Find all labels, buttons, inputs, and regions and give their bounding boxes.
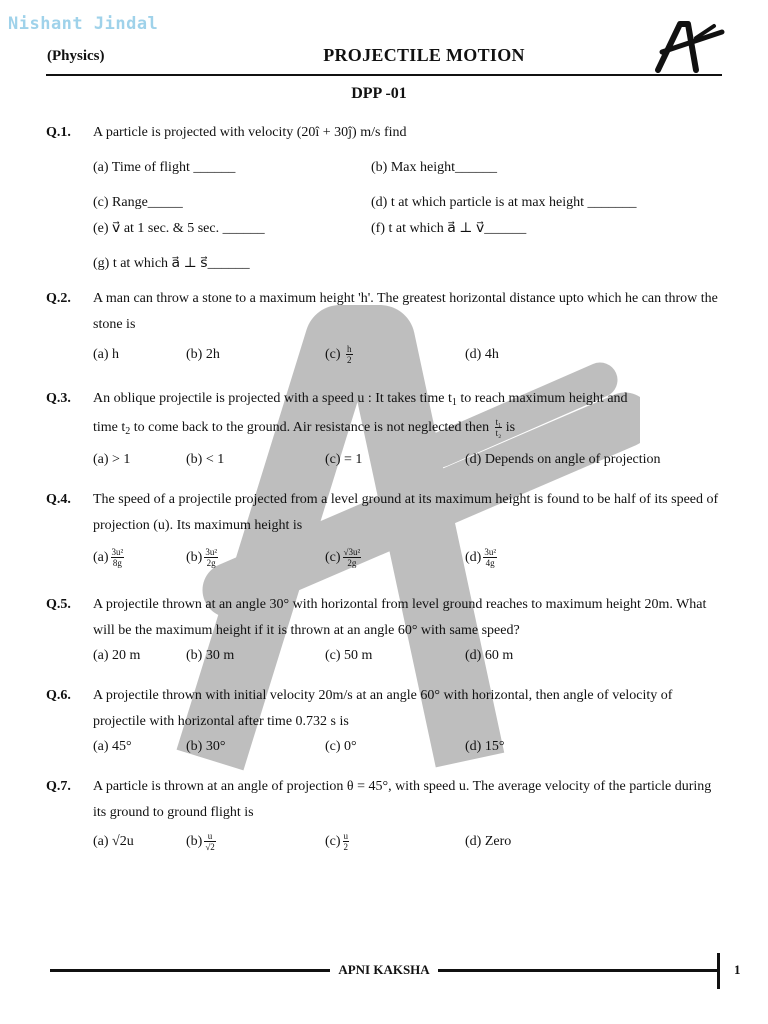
q7-option-c-fraction (343, 831, 350, 852)
q6-option-c: (c) 0° (325, 739, 357, 754)
question-7-text: A particle is thrown at an angle of projection θ = 45°, with speed u. The average velocity of the particle during its ground to ground flight is (93, 779, 712, 820)
q3-line2-part-a: time t (93, 420, 126, 435)
q3-option-b: (b) < 1 (186, 452, 225, 467)
q4-option-a-fraction (111, 547, 125, 568)
q1-option-a: (a) Time of flight ______ (93, 160, 236, 175)
q4-option-b (186, 545, 218, 571)
fraction-denominator: 2g (206, 558, 216, 569)
fraction-denominator: 2g (347, 558, 357, 569)
q3-line1-part-b: to reach maximum height and (456, 391, 628, 406)
q2-option-c-prefix: (c) (325, 347, 341, 362)
q7-option-c (325, 829, 349, 855)
author-watermark: Nishant Jindal (8, 14, 159, 34)
question-3-line-2 (93, 415, 723, 445)
q6-option-a: (a) 45° (93, 739, 132, 754)
q4-option-b-fraction (204, 547, 218, 568)
question-6-text: A projectile thrown with initial velocity 20m/s at an angle 60° with horizontal, then angle of velocity of projectile with horizontal after time 0.732 s is (93, 688, 673, 729)
q3-line1-subscript: 1 (451, 397, 457, 408)
q1-option-g: (g) t at which a⃗ ⊥ s⃗______ (93, 256, 250, 271)
q2-option-a: (a) h (93, 347, 120, 362)
subject-label: (Physics) (47, 48, 105, 64)
q3-option-c: (c) = 1 (325, 452, 363, 467)
footer-divider-right (438, 969, 718, 972)
fraction-denominator: 4g (485, 558, 495, 569)
q6-option-d: (d) 15° (465, 739, 505, 754)
fraction-numerator: u (343, 831, 349, 842)
fraction-denominator: 8g (112, 558, 122, 569)
question-5-number: Q.5. (46, 597, 71, 612)
fraction-numerator: t₁ (495, 417, 502, 428)
fraction-denominator: 2 (343, 842, 349, 853)
fraction-numerator: h (347, 344, 352, 355)
question-7-number: Q.7. (46, 779, 71, 794)
question-4-number: Q.4. (46, 492, 71, 507)
page-number: 1 (734, 962, 741, 977)
fraction-denominator: √2 (205, 842, 215, 853)
q4-option-b-prefix: (b) (186, 550, 203, 565)
q4-option-d-fraction (483, 547, 497, 568)
question-6-number: Q.6. (46, 688, 71, 703)
q3-line2-part-b: to come back to the ground. Air resistance is not neglected then (130, 420, 493, 435)
question-5-text: A projectile thrown at an angle 30° with horizontal from level ground reaches to maximum height 20m. What will be the maximum height if it is thrown at an angle 60° with same speed? (93, 597, 707, 638)
header-divider (46, 74, 722, 76)
q4-option-d (465, 545, 497, 571)
fraction-numerator: 3u² (205, 547, 218, 558)
q2-option-c-fraction (346, 344, 353, 365)
q7-option-b (186, 829, 216, 855)
q3-line2-subscript: 2 (125, 426, 131, 437)
question-3-line-1 (93, 386, 723, 416)
fraction-numerator: u (204, 831, 215, 842)
question-3-number: Q.3. (46, 391, 71, 406)
q7-option-c-prefix: (c) (325, 834, 341, 849)
footer-brand: APNI KAKSHA (330, 962, 438, 978)
question-1-number: Q.1. (46, 125, 71, 140)
q5-option-d: (d) 60 m (465, 648, 514, 663)
q4-option-d-prefix: (d) (465, 550, 482, 565)
fraction-numerator: 3u² (484, 547, 497, 558)
q4-option-c-prefix: (c) (325, 550, 341, 565)
q3-option-a: (a) > 1 (93, 452, 131, 467)
q1-option-c: (c) Range_____ (93, 195, 183, 210)
q4-option-c-fraction (343, 547, 362, 568)
question-2-number: Q.2. (46, 291, 71, 306)
q1-option-b: (b) Max height______ (371, 160, 497, 175)
q1-option-f: (f) t at which a⃗ ⊥ v⃗______ (371, 221, 527, 236)
q4-option-a (93, 545, 124, 571)
q4-option-c (325, 545, 361, 571)
q3-option-d: (d) Depends on angle of projection (465, 452, 661, 467)
q1-option-d: (d) t at which particle is at max height _______ (371, 195, 637, 210)
q2-option-c (325, 342, 353, 368)
apni-kaksha-logo-icon (652, 18, 726, 76)
q4-option-a-prefix: (a) (93, 550, 109, 565)
fraction-denominator: t₂ (495, 428, 502, 439)
question-1-text: A particle is projected with velocity (20î + 30ĵ) m/s find (93, 125, 407, 140)
q2-option-d: (d) 4h (465, 347, 499, 362)
q7-option-b-prefix: (b) (186, 834, 203, 849)
q7-option-d: (d) Zero (465, 834, 512, 849)
question-2-text: A man can throw a stone to a maximum height 'h'. The greatest horizontal distance upto which he can throw the stone is (93, 291, 718, 332)
fraction-numerator: √3u² (343, 547, 361, 558)
q1-option-e: (e) v⃗ at 1 sec. & 5 sec. ______ (93, 221, 265, 236)
q6-option-b: (b) 30° (186, 739, 226, 754)
q3-line1-part-a: An oblique projectile is projected with a speed u : It takes time t (93, 391, 452, 406)
q5-option-a: (a) 20 m (93, 648, 141, 663)
question-4-text: The speed of a projectile projected from a level ground at its maximum height is found to be half of its speed of projection (u). Its maximum height is (93, 492, 719, 533)
q5-option-c: (c) 50 m (325, 648, 373, 663)
q7-option-a: (a) √2u (93, 834, 134, 849)
footer-vertical-bar (717, 953, 720, 989)
page-title: PROJECTILE MOTION (323, 45, 525, 65)
fraction-denominator: 2 (347, 355, 352, 366)
footer-divider-left (50, 969, 330, 972)
q3-line2-part-c: is (502, 420, 516, 435)
dpp-number: DPP -01 (351, 85, 407, 102)
fraction-numerator: 3u² (111, 547, 124, 558)
q2-option-b: (b) 2h (186, 347, 220, 362)
q7-option-b-fraction (204, 831, 215, 852)
q5-option-b: (b) 30 m (186, 648, 235, 663)
